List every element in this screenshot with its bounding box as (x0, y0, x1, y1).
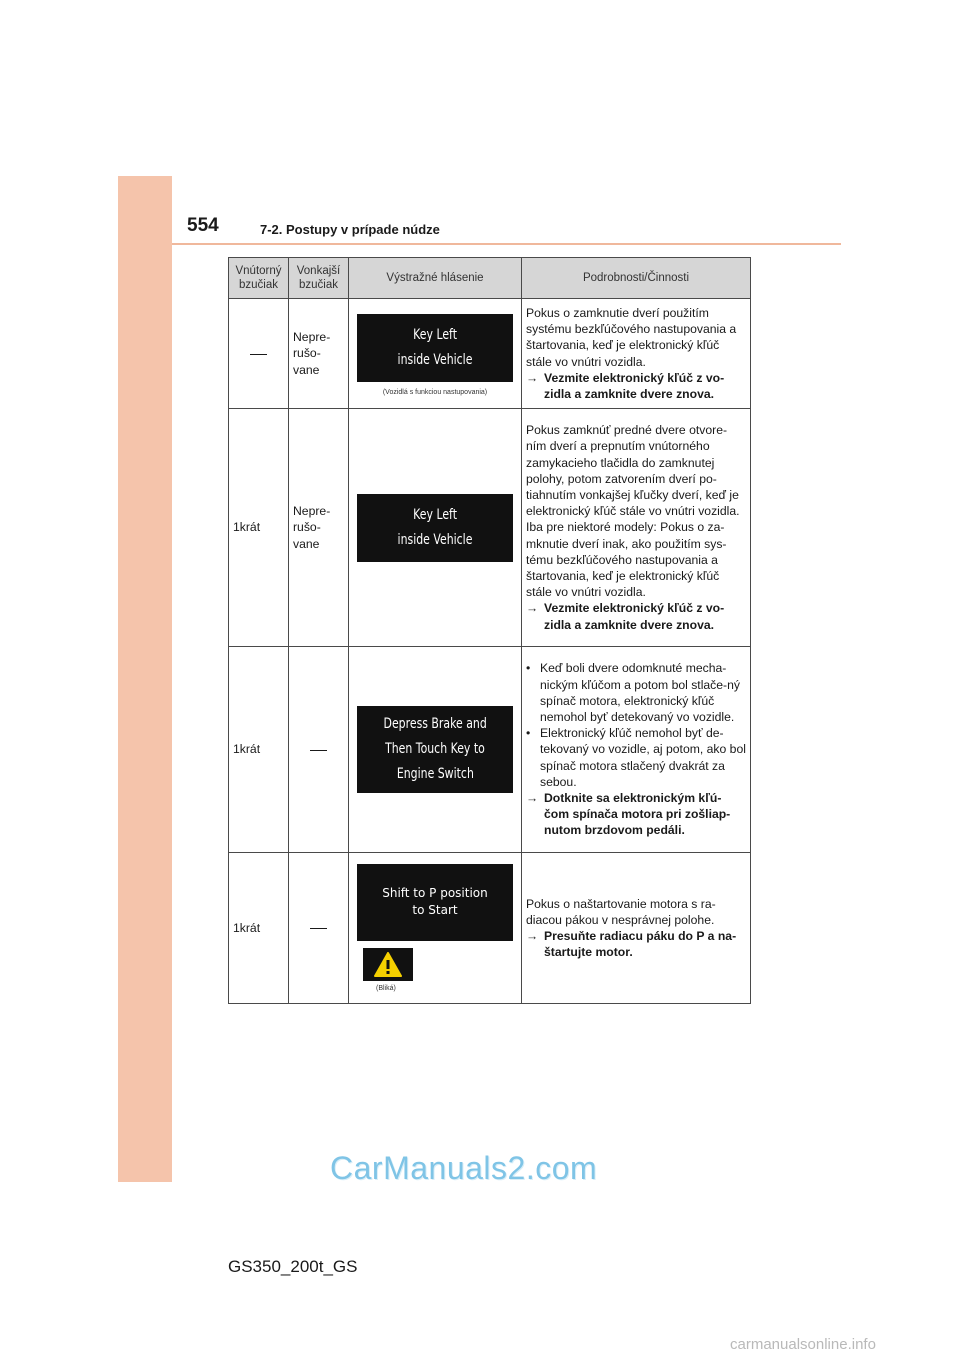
right-arrow-icon: → (526, 370, 539, 385)
column-header-details: Podrobnosti/Činnosti (522, 258, 751, 299)
inner-buzzer-cell: 1krát (229, 409, 289, 647)
action-item (526, 928, 746, 960)
message-caption: (Vozidlá s funkciou nastupovania) (382, 389, 488, 396)
outer-buzzer-cell: Nepre- rušo- vane (289, 299, 349, 409)
warning-message-cell (349, 409, 522, 647)
message-line: Key Left (413, 506, 457, 523)
message-line: to Start (412, 903, 458, 917)
details-cell (522, 853, 751, 1004)
right-arrow-icon: → (526, 601, 539, 616)
details-text: Pokus o naštartovanie motora s ra-diacou pákou v nesprávnej polohe. (526, 896, 716, 927)
details-text: Pokus zamknúť predné dvere otvore-ním dverí a prepnutím vnútorného zamykacieho tlačidla do zamknutej polohy, potom zatvorením dverí po-tiahnutím vonkajšej kľučky dverí, keď je elektronický kľúč stále vo vnútri vozidla. Iba pre niektoré modely: Pokus o za-mknutie dverí inak, ako použitím sys-tému bezkľúčového nastupovania a štartovania, keď je elektronický kľúč stále vo vnútri vozidla. (526, 423, 740, 600)
table-row (229, 853, 751, 1004)
message-line: Engine Switch (396, 766, 474, 782)
right-arrow-icon: → (526, 791, 539, 805)
warning-message-cell (349, 853, 522, 1004)
right-arrow-icon: → (526, 929, 539, 943)
action-text: Dotknite sa elektronickým kľú-čom spínača motora pri zošliap-nutom brzdovom pedáli. (544, 791, 731, 838)
watermark: CarManuals2.com (330, 1150, 598, 1186)
none-dash (310, 928, 327, 929)
message-line: Key Left (413, 327, 457, 343)
action-item (526, 370, 746, 402)
message-line: Depress Brake and (383, 716, 487, 732)
inner-buzzer-cell (229, 299, 289, 409)
details-bullets (526, 660, 746, 790)
inner-buzzer-cell: 1krát (229, 853, 289, 1004)
details-text: Pokus o zamknutie dverí použitím systému bezkľúčového nastupovania a štartovania, keď je elektronický kľúč stále vo vnútri vozidla. (526, 305, 737, 369)
inner-buzzer-cell: 1krát (229, 647, 289, 853)
warning-message-cell (349, 299, 522, 409)
header-rule (172, 243, 841, 245)
action-text: Presuňte radiacu páku do P a na-štartujte motor. (544, 929, 737, 960)
display-message (357, 864, 513, 941)
display-message (357, 494, 513, 562)
site-watermark: carmanualsonline.info (730, 1336, 876, 1353)
page-number: 554 (187, 215, 219, 236)
bullet-text: Keď boli dvere odomknuté mecha-nickým kľúčom a potom bol stlače-ný spínač motora, elektronický kľúč nemohol byť detekovaný vo vozidle. (540, 661, 740, 724)
column-header-inner-buzzer: Vnútorný bzučiak (229, 258, 289, 299)
table-row (229, 647, 751, 853)
list-item: • Elektronický kľúč nemohol byť de-tekovaný vo vozidle, aj potom, ako bol spínač motora stlačený dvakrát za sebou. (526, 726, 746, 789)
outer-buzzer-cell (289, 647, 349, 853)
display-message (357, 314, 513, 382)
blink-caption: (Bliká) (376, 984, 396, 992)
none-dash (250, 354, 267, 355)
details-cell (522, 647, 751, 853)
warning-triangle-icon (374, 952, 402, 977)
warning-message-cell (349, 647, 522, 853)
list-item: • Keď boli dvere odomknuté mecha-nickým kľúčom a potom bol stlače-ný spínač motora, elektronický kľúč nemohol byť detekovaný vo vozidle. (526, 660, 746, 725)
details-cell (522, 299, 751, 409)
display-message (357, 706, 513, 793)
model-code: GS350_200t_GS (228, 1257, 358, 1276)
outer-buzzer-cell (289, 853, 349, 1004)
warning-indicator (363, 948, 413, 981)
section-title: 7-2. Postupy v prípade núdze (260, 222, 440, 237)
details-cell (522, 409, 751, 647)
bullet-text: Elektronický kľúč nemohol byť de-tekovaný vo vozidle, aj potom, ako bol spínač motora stlačený dvakrát za sebou. (540, 726, 746, 789)
warning-table (228, 257, 751, 1004)
action-text: Vezmite elektronický kľúč z vo-zidla a zamknite dvere znova. (544, 601, 725, 632)
table-header-row (229, 258, 751, 299)
action-text: Vezmite elektronický kľúč z vo-zidla a zamknite dvere znova. (544, 370, 725, 401)
outer-buzzer-cell: Nepre- rušo- vane (289, 409, 349, 647)
action-item (526, 600, 746, 632)
side-color-band (118, 176, 172, 1182)
column-header-warning-message: Výstražné hlásenie (349, 258, 522, 299)
message-line: Then Touch Key to (385, 741, 485, 757)
message-line: inside Vehicle (397, 352, 473, 368)
table-row (229, 409, 751, 647)
message-line: Shift to P position (382, 886, 488, 900)
action-item (526, 790, 746, 839)
message-line: inside Vehicle (397, 531, 473, 548)
table-row (229, 299, 751, 409)
none-dash (310, 750, 327, 751)
column-header-outer-buzzer: Vonkajší bzučiak (289, 258, 349, 299)
